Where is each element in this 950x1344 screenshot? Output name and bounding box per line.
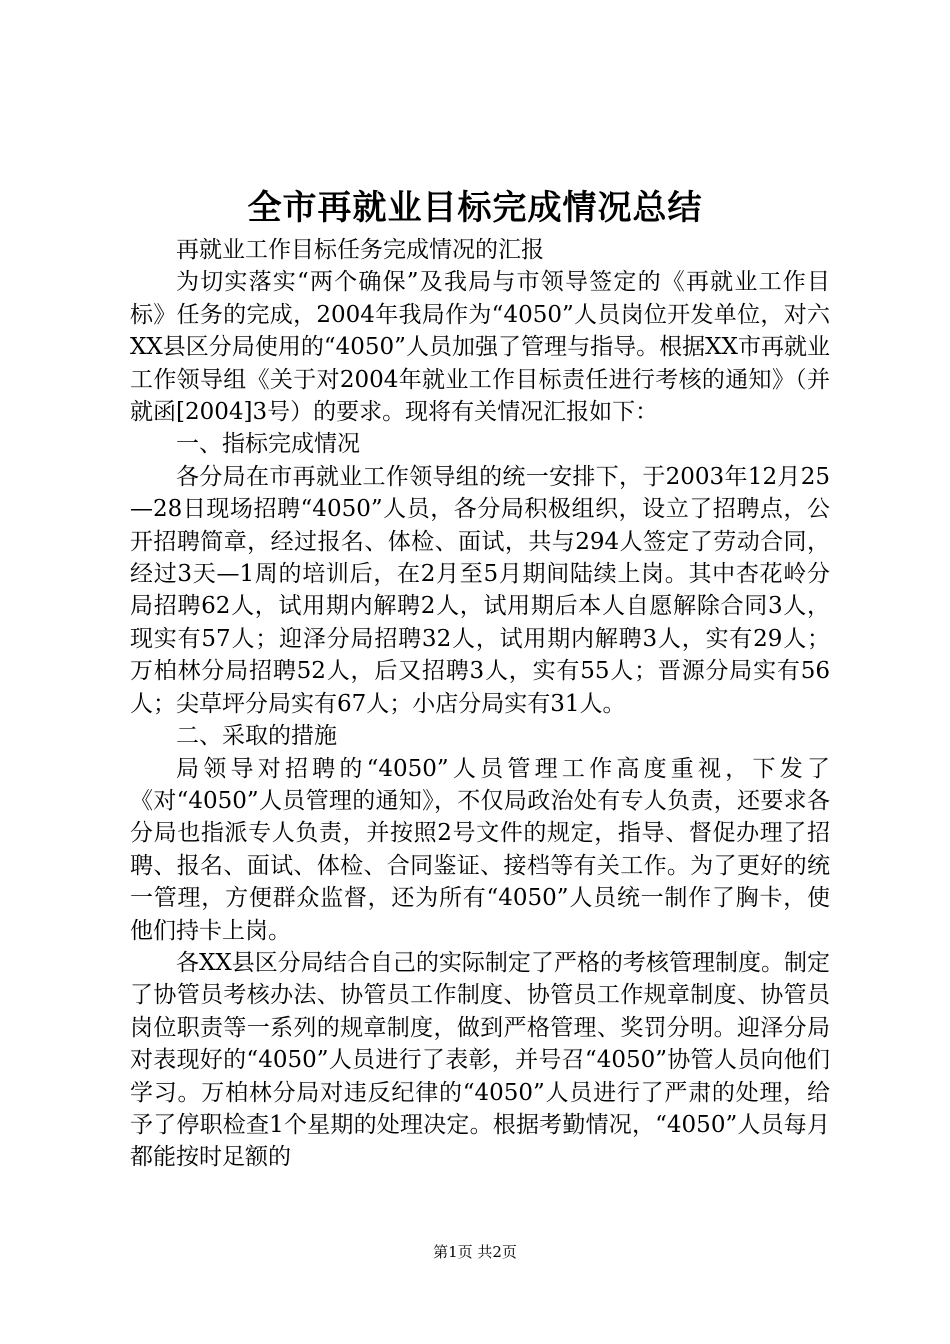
paragraph-measures: 局领导对招聘的“4050”人员管理工作高度重视，下发了《对“4050”人员管理的通知》，不仅局政治处有专人负责，还要求各分局也指派专人负责，并按照2号文件的规定，指导、督促办理了招聘、报名、面试、体检、合同鉴证、接档等有关工作。为了更好的统一管理，方便群众监督，还为所有“4050”人员统一制作了胸卡，使他们持卡上岗。 xyxy=(130,755,830,944)
paragraph-report-heading: 再就业工作目标任务完成情况的汇报 xyxy=(176,237,544,263)
paragraph-targets: 各分局在市再就业工作领导组的统一安排下，于2003年12月25—28日现场招聘“4050”人员，各分局积极组织，设立了招聘点，公开招聘简章，经过报名、体检、面试，共与294人签定了劳动合同，经过3天—1周的培训后，在2月至5月期间陆续上岗。其中杏花岭分局招聘62人，试用期内解聘2人，试用期后本人自愿解除合同3人，现实有57人；迎泽分局招聘32人，试用期内解聘3人，实有29人；万柏林分局招聘52人，后又招聘3人，实有55人；晋源分局实有56人；尖草坪分局实有67人；小店分局实有31人。 xyxy=(130,463,830,717)
page-number-footer: 第1页 共2页 xyxy=(433,1243,517,1261)
document-title: 全市再就业目标完成情况总结 xyxy=(247,188,703,228)
section-heading-targets: 一、指标完成情况 xyxy=(176,431,360,458)
paragraph-introduction: 为切实落实“两个确保”及我局与市领导签定的《再就业工作目标》任务的完成，2004年我局作为“4050”人员岗位开发单位，对六XX县区分局使用的“4050”人员加强了管理与指导。根据XX市再就业工作领导组《关于对2004年就业工作目标责任进行考核的通知》（并就函[2004]3号）的要求。现将有关情况汇报如下： xyxy=(130,269,830,426)
document-body xyxy=(130,234,830,1174)
section-heading-measures: 二、采取的措施 xyxy=(176,723,337,750)
paragraph-district-systems: 各XX县区分局结合自己的实际制定了严格的考核管理制度。制定了协管员考核办法、协管员工作制度、协管员工作规章制度、协管员岗位职责等一系列的规章制度，做到严格管理、奖罚分明。迎泽分局对表现好的“4050”人员进行了表彰，并号召“4050”协管人员向他们学习。万柏林分局对违反纪律的“4050”人员进行了严肃的处理，给予了停职检查1个星期的处理决定。根据考勤情况，“4050”人员每月都能按时足额的 xyxy=(130,949,830,1171)
